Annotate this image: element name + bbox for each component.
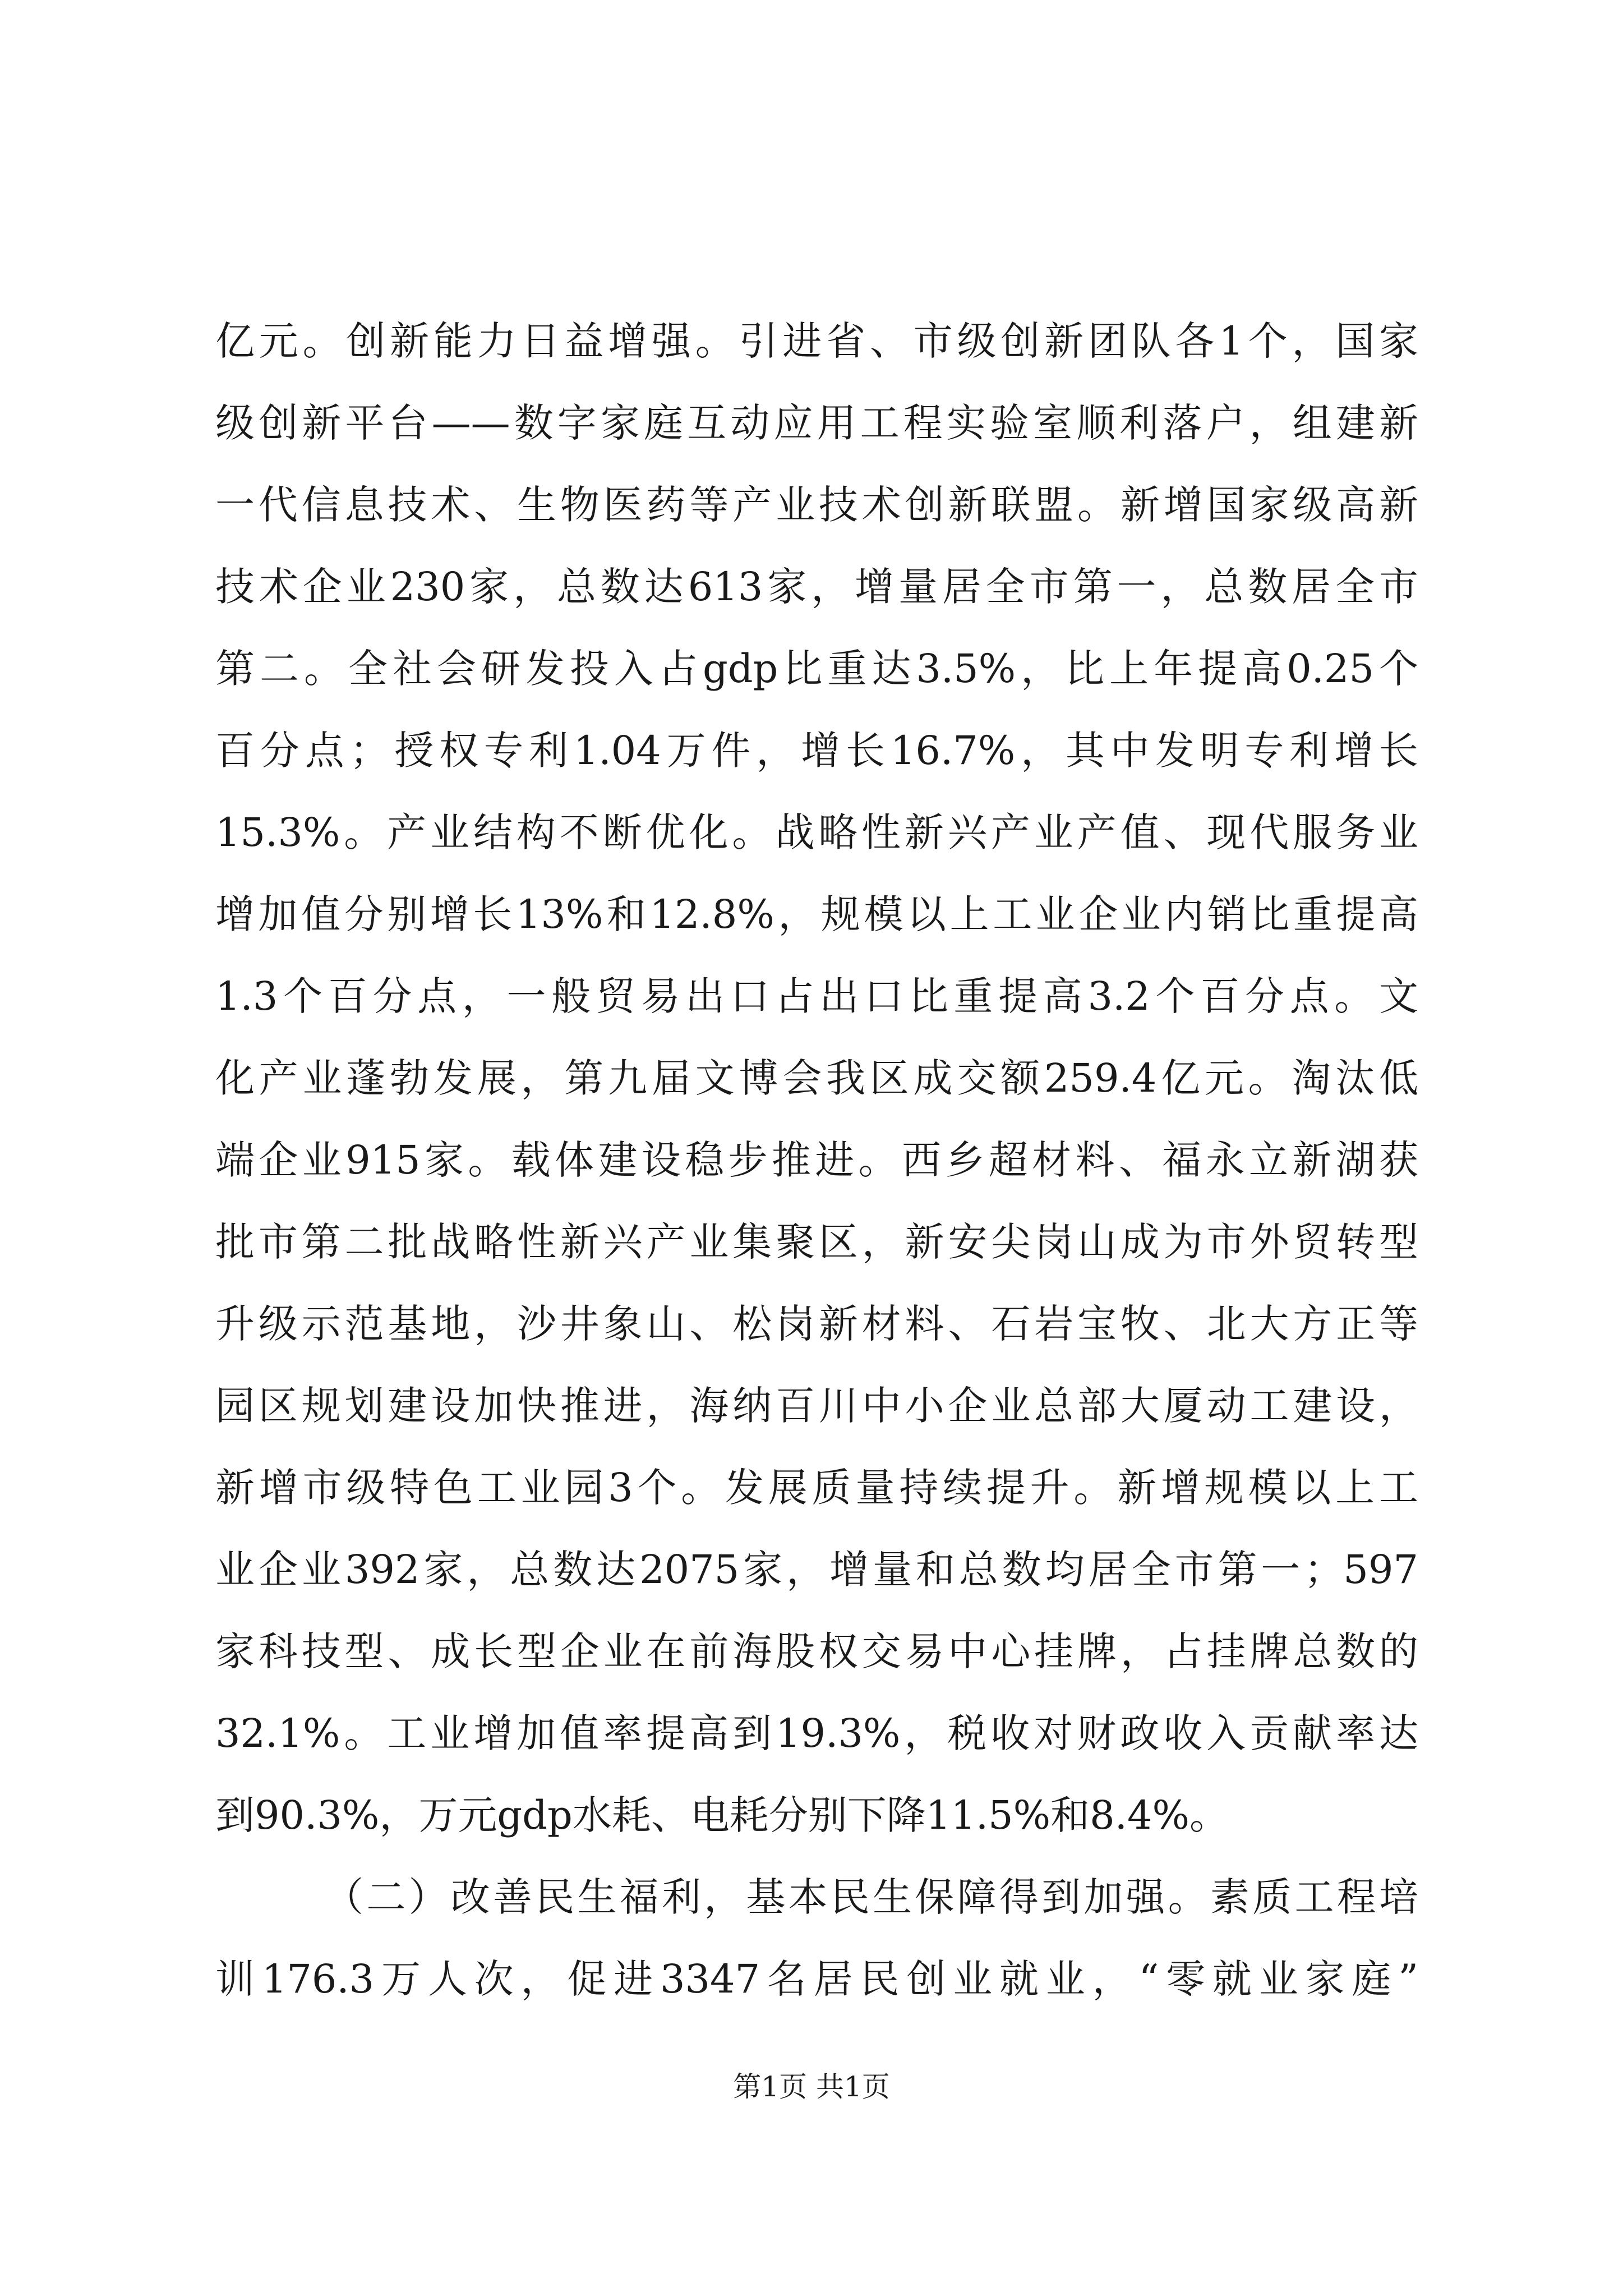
text-line: 到90.3%，万元gdp水耗、电耗分别下降11.5%和8.4%。 — [215, 1792, 1229, 1838]
text-line: 百分点；授权专利1.04万件，增长16.7%，其中发明专利增长 — [215, 728, 1418, 774]
text-line: 业企业392家，总数达2075家，增量和总数均居全市第一；597 — [215, 1547, 1418, 1593]
text-line: 批市第二批战略性新兴产业集聚区，新安尖岗山成为市外贸转型 — [215, 1219, 1418, 1265]
text-line: 升级示范基地，沙井象山、松岗新材料、石岩宝牧、北大方正等 — [215, 1301, 1418, 1347]
text-line: 1.3个百分点，一般贸易出口占出口比重提高3.2个百分点。文 — [215, 973, 1418, 1019]
text-line: 32.1%。工业增加值率提高到19.3%，税收对财政收入贡献率达 — [215, 1710, 1418, 1756]
text-line: 级创新平台——数字家庭互动应用工程实验室顺利落户，组建新 — [215, 400, 1418, 446]
text-line: 新增市级特色工业园3个。发展质量持续提升。新增规模以上工 — [215, 1465, 1418, 1511]
text-line: 技术企业230家，总数达613家，增量居全市第一，总数居全市 — [215, 564, 1418, 610]
text-line: 家科技型、成长型企业在前海股权交易中心挂牌，占挂牌总数的 — [215, 1628, 1418, 1674]
text-line: 端企业915家。载体建设稳步推进。西乡超材料、福永立新湖获 — [215, 1137, 1418, 1183]
body-text — [215, 300, 1418, 2020]
text-line: 第二。全社会研发投入占gdp比重达3.5%，比上年提高0.25个 — [215, 646, 1418, 692]
text-line: 15.3%。产业结构不断优化。战略性新兴产业产值、现代服务业 — [215, 809, 1418, 855]
text-line: 亿元。创新能力日益增强。引进省、市级创新团队各1个，国家 — [215, 318, 1418, 364]
page-footer: 第1页 共1页 — [733, 2070, 890, 2103]
text-line: 一代信息技术、生物医药等产业技术创新联盟。新增国家级高新 — [215, 482, 1418, 528]
paragraph-start-line: （二）改善民生福利，基本民生保障得到加强。素质工程培 — [324, 1874, 1418, 1920]
text-line: 训176.3万人次，促进3347名居民创业就业，“零就业家庭” — [215, 1956, 1418, 2002]
text-line: 增加值分别增长13%和12.8%，规模以上工业企业内销比重提高 — [215, 891, 1418, 937]
text-line: 园区规划建设加快推进，海纳百川中小企业总部大厦动工建设， — [215, 1383, 1418, 1429]
text-line: 化产业蓬勃发展，第九届文博会我区成交额259.4亿元。淘汰低 — [215, 1055, 1418, 1101]
